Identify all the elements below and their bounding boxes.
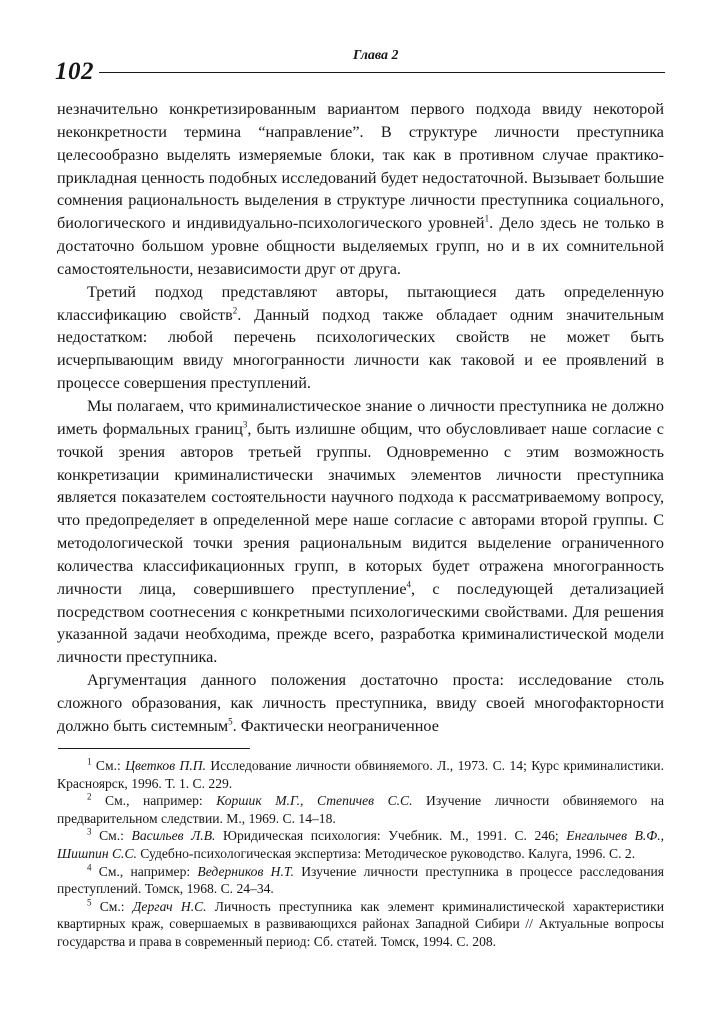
footnote-mark: 1 bbox=[87, 756, 92, 767]
footnote-text: См., например: bbox=[91, 793, 217, 809]
footnote bbox=[57, 792, 664, 827]
footnote-text: Юридическая психология: Учебник. М., 1991. С. 246; bbox=[215, 828, 567, 844]
footnote-authors: Енгалычев В.Ф., Шишпин С.С. bbox=[57, 828, 665, 861]
paragraph-text: . Дело здесь не только в достаточно большом уровне общности выделяемых групп, но и в их сомнительной самостоятельности, независимости друг от друга. bbox=[57, 214, 664, 278]
footnote-authors: Коршик М.Г., Степичев С.С. bbox=[216, 793, 413, 809]
paragraph bbox=[57, 395, 664, 669]
paragraph-text: незначительно конкретизированным вариантом первого подхода ввиду некоторой неконкретности термина “направление”. В структуре личности преступника целесообразно выделять измеряемые блоки, так как в противном случае практико-прикладная ценность подобных исследований будет недостаточной. Вызывает большие сомнения рациональность выделения в структуре личности преступника социального, биологического и индивидуально-психологического уровней bbox=[57, 100, 664, 233]
footnote-text: См.: bbox=[91, 758, 126, 773]
footnote-mark: 2 bbox=[87, 791, 92, 802]
paragraph-text: . Данный подход также обладает одним значительным недостатком: любой перечень психологических свойств не может быть исчерпывающим ввиду многогранности личности как таковой и ее проявлений в процессе совершения преступлений. bbox=[57, 305, 664, 393]
paragraph-text: , быть излишне общим, что обусловливает наше согласие с точкой зрения авторов третьей группы. Одновременно с этим возможность конкретизации криминалистически значимых элементов личности преступника является показателем состоятельности научного подхода к рассматриваемому вопросу, что предопределяет в определенной мере наше согласие с авторами второй группы. С методологической точки зрения рациональным видится выделение ограниченного количества классификационных групп, в которых будет отражена многогранность личности лица, совершившего преступление bbox=[57, 419, 664, 598]
footnote-ref: 4 bbox=[406, 579, 411, 590]
footnote bbox=[57, 757, 664, 792]
footnote bbox=[57, 863, 664, 898]
paragraph-text: , с последующей детализацией посредством соотнесения с конкретными психологическими свойствами. Для решения указанной задачи необходима, прежде всего, разработка криминалистической модели личности преступника. bbox=[57, 579, 664, 667]
page-number: 102 bbox=[55, 58, 94, 85]
footnote-authors: Васильев Л.В. bbox=[131, 828, 216, 844]
footnote-authors: Ведерников Н.Т. bbox=[197, 863, 294, 879]
footnote-authors: Цветков П.П. bbox=[125, 758, 206, 773]
footnote-text: Личность преступника как элемент криминалистической характеристики квартирных краж, совершаемых в развивающихся районах Западной Сибири // Актуальные вопросы государства и права в современный период: Сб. статей. Томск, 1994. С. 208. bbox=[57, 898, 664, 949]
footnote-authors: Дергач Н.С. bbox=[132, 898, 207, 914]
footnote-text: Изучение личности обвиняемого на предварительном следствии. М., 1969. С. 14–18. bbox=[57, 793, 664, 826]
paragraph-text: Аргументация данного положения достаточно проста: исследование столь сложного образования, как личность преступника, ввиду своей многофакторности должно быть системным bbox=[57, 671, 664, 735]
paragraph bbox=[57, 669, 664, 738]
footnote-rule bbox=[58, 748, 250, 749]
footnote-mark: 4 bbox=[87, 862, 92, 873]
footnote bbox=[57, 898, 664, 951]
footnote-ref: 2 bbox=[232, 305, 238, 316]
footnote-text: См., например: bbox=[91, 863, 198, 879]
footnote-text: См.: bbox=[91, 828, 132, 844]
header-rule bbox=[99, 72, 665, 73]
body-text bbox=[57, 98, 664, 738]
footnote-text: Изучение личности преступника в процессе расследования преступлений. Томск, 1968. С. 24–34. bbox=[57, 863, 664, 897]
paragraph-text: . Фактически неограниченное bbox=[232, 716, 439, 735]
footnote-ref: 3 bbox=[242, 419, 248, 430]
paragraph-text: Мы полагаем, что криминалистическое знание о личности преступника не должно иметь формальных границ bbox=[57, 396, 664, 438]
footnote-text: Судебно-психологическая экспертиза: Методическое руководство. Калуга, 1996. С. 2. bbox=[136, 845, 636, 861]
footnote bbox=[57, 827, 664, 862]
paragraph bbox=[57, 281, 664, 395]
paragraph bbox=[57, 98, 664, 281]
running-head: Глава 2 bbox=[353, 48, 399, 63]
footnote-mark: 5 bbox=[87, 897, 92, 908]
footnote-text: Исследование личности обвиняемого. Л., 1973. С. 14; Курс криминалистики. Красноярск, 1996. Т. 1. С. 229. bbox=[57, 758, 664, 791]
paragraph-text: Третий подход представляют авторы, пытающиеся дать определенную классификацию свойств bbox=[57, 282, 664, 324]
footnote-ref: 5 bbox=[228, 716, 233, 727]
footnote-text: См.: bbox=[91, 898, 133, 914]
page-header bbox=[55, 48, 665, 84]
footnotes bbox=[57, 757, 664, 951]
footnote-mark: 3 bbox=[87, 826, 92, 837]
footnote-ref: 1 bbox=[484, 213, 490, 224]
